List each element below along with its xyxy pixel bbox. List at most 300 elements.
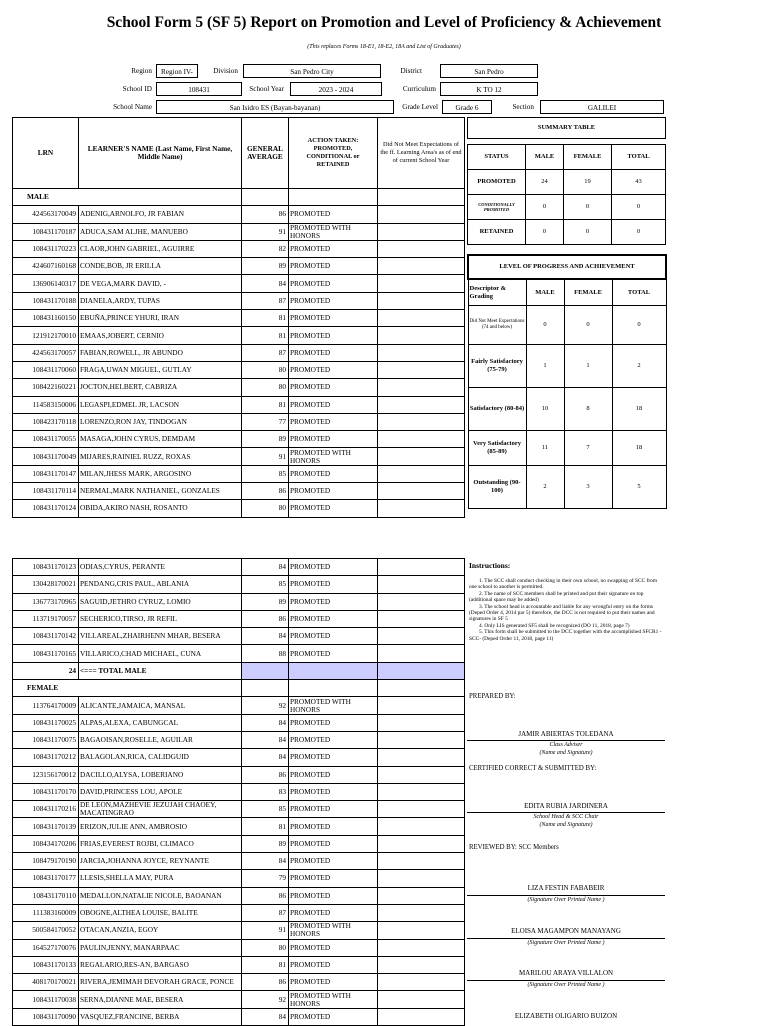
division-label: Division <box>213 67 238 75</box>
learners-table-top <box>12 117 465 518</box>
learner-row <box>13 379 465 396</box>
learner-row <box>13 645 465 662</box>
total-male-label: <=== TOTAL MALE <box>79 662 242 679</box>
learner-row <box>13 974 465 991</box>
learner-action: PROMOTED WITH HONORS <box>289 448 378 465</box>
learner-dnme <box>378 344 465 361</box>
learner-dnme <box>378 559 465 576</box>
learner-row <box>13 206 465 223</box>
learner-average: 84 <box>242 275 289 292</box>
learner-action: PROMOTED <box>289 974 378 991</box>
learner-name: ALICANTE,JAMAICA, MANSAL <box>79 697 242 714</box>
male-rows-bottom <box>13 559 465 663</box>
summary-status: CONDITIONALLY PROMOTED <box>468 195 526 220</box>
learner-average: 82 <box>242 240 289 257</box>
learner-action: PROMOTED <box>289 818 378 835</box>
summary-table <box>467 117 666 245</box>
learner-dnme <box>378 413 465 430</box>
learner-action: PROMOTED <box>289 870 378 887</box>
learner-action: PROMOTED <box>289 731 378 748</box>
learner-action: PROMOTED <box>289 500 378 517</box>
learner-average: 89 <box>242 593 289 610</box>
learner-action: PROMOTED <box>289 956 378 973</box>
learner-lrn: 108431170188 <box>13 292 79 309</box>
learner-row <box>13 258 465 275</box>
learner-row <box>13 559 465 576</box>
learner-lrn: 113719170057 <box>13 610 79 627</box>
learner-dnme <box>378 922 465 939</box>
learner-lrn: 108431170216 <box>13 801 79 818</box>
school-head-signature-line <box>467 812 665 813</box>
learner-dnme <box>378 327 465 344</box>
learner-dnme <box>378 801 465 818</box>
learner-action: PROMOTED <box>289 766 378 783</box>
progress-female: 1 <box>564 345 612 388</box>
learner-average: 86 <box>242 974 289 991</box>
learner-average: 81 <box>242 310 289 327</box>
learner-row <box>13 292 465 309</box>
progress-total: 18 <box>612 388 666 431</box>
learner-row <box>13 801 465 818</box>
learner-row <box>13 223 465 240</box>
learner-row <box>13 766 465 783</box>
learner-action: PROMOTED <box>289 628 378 645</box>
learner-lrn: 111383160009 <box>13 904 79 921</box>
learner-lrn: 123156170012 <box>13 766 79 783</box>
learner-name: VILLAREAL,ZHAIRHENN MHAR, BESERA <box>79 628 242 645</box>
grade-level-value: Grade 6 <box>442 100 492 114</box>
adviser-name: JAMIR ABIERTAS TOLEDANA <box>518 730 614 738</box>
learner-lrn: 108434170206 <box>13 835 79 852</box>
learner-name: PENDANG,CRIS PAUL, ABLANIA <box>79 576 242 593</box>
learner-average: 84 <box>242 559 289 576</box>
learner-row <box>13 628 465 645</box>
learner-dnme <box>378 448 465 465</box>
learner-lrn: 136906140317 <box>13 275 79 292</box>
learner-lrn: 108422160221 <box>13 379 79 396</box>
learner-lrn: 136773170965 <box>13 593 79 610</box>
learner-average: 84 <box>242 853 289 870</box>
learner-average: 89 <box>242 431 289 448</box>
learner-lrn: 108431170139 <box>13 818 79 835</box>
learner-action: PROMOTED <box>289 610 378 627</box>
learner-name: OBIDA,AKIRO NASH, ROSANTO <box>79 500 242 517</box>
learner-row <box>13 1008 465 1025</box>
learner-name: MILAN,JHESS MARK, ARGOSINO <box>79 465 242 482</box>
learner-name: FRIAS,EVEREST ROJBI, CLIMACO <box>79 835 242 852</box>
learner-action: PROMOTED WITH HONORS <box>289 991 378 1008</box>
progress-desc: Very Satisfactory (85-89) <box>468 431 526 466</box>
learner-dnme <box>378 223 465 240</box>
learner-average: 89 <box>242 258 289 275</box>
learner-name: BAGAOISAN,ROSELLE, AGUILAR <box>79 731 242 748</box>
learner-name: MIJARES,RAINIEL RUZZ, ROXAS <box>79 448 242 465</box>
progress-total: 0 <box>612 306 666 345</box>
learner-row <box>13 413 465 430</box>
learner-action: PROMOTED WITH HONORS <box>289 697 378 714</box>
progress-male: 1 <box>526 345 564 388</box>
learner-row <box>13 991 465 1008</box>
learner-action: PROMOTED <box>289 749 378 766</box>
region-value: Region IV- <box>156 64 198 78</box>
learner-name: DAVID,PRINCESS LOU, APOLE <box>79 783 242 800</box>
summary-col-total: TOTAL <box>612 145 666 170</box>
learner-lrn: 108423170118 <box>13 413 79 430</box>
summary-male: 0 <box>526 220 564 245</box>
scc-member-name: LIZA FESTIN FABABEIR <box>527 884 605 892</box>
learner-dnme <box>378 593 465 610</box>
learner-lrn: 108431170170 <box>13 783 79 800</box>
header-name: LEARNER'S NAME (Last Name, First Name, Middle Name) <box>79 118 242 189</box>
district-value: San Pedro <box>440 64 538 78</box>
learner-action: PROMOTED <box>289 361 378 378</box>
division-value: San Pedro City <box>243 64 381 78</box>
learner-lrn: 108431170212 <box>13 749 79 766</box>
instructions-title: Instructions: <box>469 561 511 570</box>
scc-member-name: ELOISA MAGAMPON MANAYANG <box>511 927 621 935</box>
learner-average: 81 <box>242 818 289 835</box>
summary-status: PROMOTED <box>468 170 526 195</box>
learner-average: 88 <box>242 645 289 662</box>
learner-row <box>13 500 465 517</box>
learner-dnme <box>378 240 465 257</box>
progress-col-desc: Descriptor & Grading <box>468 279 526 306</box>
learner-dnme <box>378 749 465 766</box>
learner-average: 91 <box>242 223 289 240</box>
instruction-item: 2. The name of SCC members shall be printed and put their signature on top (additional space may be added) <box>469 590 644 604</box>
learner-action: PROMOTED <box>289 1008 378 1025</box>
progress-desc: Outstanding (90-100) <box>468 466 526 509</box>
progress-desc: Fairly Satisfactory (75-79) <box>468 345 526 388</box>
school-id-value: 108431 <box>156 82 242 96</box>
progress-female: 3 <box>564 466 612 509</box>
learner-dnme <box>378 465 465 482</box>
school-name-label: School Name <box>113 103 152 111</box>
learner-lrn: 130428170021 <box>13 576 79 593</box>
school-id-label: School ID <box>122 85 152 93</box>
progress-total: 18 <box>612 431 666 466</box>
learner-name: ERIZON,JULIE ANN, AMBROSIO <box>79 818 242 835</box>
learner-dnme <box>378 206 465 223</box>
learner-average: 91 <box>242 922 289 939</box>
learner-name: CLAOR,JOHN GABRIEL, AGUIRRE <box>79 240 242 257</box>
form-subtitle: (This replaces Forms 18-E1, 18-E2, 18A and List of Graduates) <box>307 44 461 50</box>
learner-dnme <box>378 991 465 1008</box>
learner-action: PROMOTED <box>289 344 378 361</box>
progress-desc: Did Not Meet Expectations (74 and below) <box>468 306 526 345</box>
learner-dnme <box>378 853 465 870</box>
school-head-name: EDITA RUBIA JARDINERA <box>524 802 608 810</box>
learner-action: PROMOTED <box>289 465 378 482</box>
learner-average: 86 <box>242 887 289 904</box>
learner-action: PROMOTED <box>289 240 378 257</box>
summary-total: 43 <box>612 170 666 195</box>
learner-row <box>13 870 465 887</box>
learner-dnme <box>378 628 465 645</box>
scc-member-caption: (Signature Over Printed Name ) <box>527 982 605 988</box>
learner-lrn: 108431170142 <box>13 628 79 645</box>
reviewed-label: REVIEWED BY: SCC Members <box>469 844 559 851</box>
learner-action: PROMOTED <box>289 887 378 904</box>
progress-total: 2 <box>612 345 666 388</box>
learner-action: PROMOTED <box>289 292 378 309</box>
learner-action: PROMOTED WITH HONORS <box>289 223 378 240</box>
learner-row <box>13 361 465 378</box>
learner-dnme <box>378 396 465 413</box>
scc-member-signature-line <box>467 980 665 981</box>
learner-name: JARCIA,JOHANNA JOYCE, REYNANTE <box>79 853 242 870</box>
learner-average: 91 <box>242 448 289 465</box>
progress-desc: Satisfactory (80-84) <box>468 388 526 431</box>
learner-average: 80 <box>242 939 289 956</box>
progress-title: LEVEL OF PROGRESS AND ACHIEVEMENT <box>468 255 666 279</box>
learner-action: PROMOTED <box>289 645 378 662</box>
learner-row <box>13 610 465 627</box>
learner-lrn: 108431170090 <box>13 1008 79 1025</box>
school-head-role: School Head & SCC Chair <box>533 814 599 820</box>
summary-col-status: STATUS <box>468 145 526 170</box>
summary-col-male: MALE <box>526 145 564 170</box>
learner-row <box>13 783 465 800</box>
form-title: School Form 5 (SF 5) Report on Promotion and Level of Proficiency & Achievement <box>106 14 662 31</box>
learner-name: SERNA,DIANNE MAE, BESERA <box>79 991 242 1008</box>
learner-dnme <box>378 783 465 800</box>
progress-total: 5 <box>612 466 666 509</box>
male-rows-top <box>13 206 465 517</box>
school-name-value: San Isidro ES (Bayan-bayanan) <box>156 100 394 114</box>
female-section-label: FEMALE <box>13 680 242 697</box>
learner-average: 85 <box>242 801 289 818</box>
summary-male: 0 <box>526 195 564 220</box>
learner-average: 86 <box>242 766 289 783</box>
learner-action: PROMOTED <box>289 835 378 852</box>
learner-row <box>13 731 465 748</box>
learner-action: PROMOTED <box>289 327 378 344</box>
learner-average: 77 <box>242 413 289 430</box>
certified-label: CERTIFIED CORRECT & SUBMITTED BY: <box>469 765 597 772</box>
learner-row <box>13 576 465 593</box>
progress-col-male: MALE <box>526 279 564 306</box>
learner-name: VASQUEZ,FRANCINE, BERBA <box>79 1008 242 1025</box>
learner-row <box>13 835 465 852</box>
learner-average: 92 <box>242 697 289 714</box>
learner-dnme <box>378 887 465 904</box>
learner-action: PROMOTED <box>289 310 378 327</box>
learner-action: PROMOTED <box>289 783 378 800</box>
learner-lrn: 424563170049 <box>13 206 79 223</box>
learner-dnme <box>378 431 465 448</box>
learner-lrn: 113764170009 <box>13 697 79 714</box>
section-label: Section <box>512 103 534 111</box>
school-head-caption: (Name and Signature) <box>539 822 593 828</box>
instruction-item: 5. This form shall be submitted to the DCC together with the accomplished SFCR1 - SCC- (Deped Order 11, 2018, page 11) <box>469 629 662 642</box>
learner-average: 80 <box>242 500 289 517</box>
learner-lrn: 108431170025 <box>13 714 79 731</box>
learner-name: SAGUID,JETHRO CYRUZ, LOMIO <box>79 593 242 610</box>
learner-row <box>13 904 465 921</box>
learner-row <box>13 697 465 714</box>
region-label: Region <box>131 67 152 75</box>
learner-name: LORENZO,RON JAY, TINDOGAN <box>79 413 242 430</box>
learner-lrn: 114583150006 <box>13 396 79 413</box>
learner-dnme <box>378 1008 465 1025</box>
learner-action: PROMOTED <box>289 396 378 413</box>
learner-row <box>13 956 465 973</box>
learner-action: PROMOTED <box>289 206 378 223</box>
learner-lrn: 108431170049 <box>13 448 79 465</box>
learner-dnme <box>378 645 465 662</box>
learner-average: 84 <box>242 731 289 748</box>
learner-row <box>13 818 465 835</box>
learner-action: PROMOTED <box>289 904 378 921</box>
learner-average: 87 <box>242 344 289 361</box>
learner-row <box>13 887 465 904</box>
learner-name: RIVERA,JEMIMAH DEVORAH GRACE, PONCE <box>79 974 242 991</box>
progress-col-total: TOTAL <box>612 279 666 306</box>
learner-name: DIANELA,ARDY, TUPAS <box>79 292 242 309</box>
learner-lrn: 408170170021 <box>13 974 79 991</box>
instruction-item: 4. Only LIS generated SF5 shall be recognized (DO 11, 2018, page 7) <box>479 622 630 629</box>
learner-name: DE VEGA,MARK DAVID, - <box>79 275 242 292</box>
scc-member-signature-line <box>467 938 665 939</box>
learner-row <box>13 922 465 939</box>
learner-row <box>13 939 465 956</box>
learner-row <box>13 714 465 731</box>
adviser-signature-line <box>467 740 665 741</box>
learner-name: VILLARICO,CHAD MICHAEL, CUNA <box>79 645 242 662</box>
learner-dnme <box>378 870 465 887</box>
learner-dnme <box>378 310 465 327</box>
header-lrn: LRN <box>13 118 79 189</box>
learner-dnme <box>378 904 465 921</box>
learner-action: PROMOTED <box>289 258 378 275</box>
learner-average: 80 <box>242 361 289 378</box>
summary-total: 0 <box>612 195 666 220</box>
learner-name: CONDE,BOB, JR ERILLA <box>79 258 242 275</box>
learner-action: PROMOTED <box>289 559 378 576</box>
instruction-item: 1. The SCC shall conduct checking in their own school, no swapping of SCC from one school to another is permitted. <box>469 578 658 591</box>
learner-name: LLESIS,SHELLA MAY, PURA <box>79 870 242 887</box>
learner-name: JOCTON,HELBERT, CABRIZA <box>79 379 242 396</box>
learner-row <box>13 310 465 327</box>
learner-row <box>13 749 465 766</box>
learner-dnme <box>378 939 465 956</box>
progress-male: 0 <box>526 306 564 345</box>
summary-female: 0 <box>564 195 612 220</box>
learner-lrn: 164527170076 <box>13 939 79 956</box>
learner-dnme <box>378 697 465 714</box>
learner-action: PROMOTED <box>289 483 378 500</box>
header-action: ACTION TAKEN: PROMOTED, CONDITIONAL or RETAINED <box>289 118 378 189</box>
learner-lrn: 108431170055 <box>13 431 79 448</box>
summary-total: 0 <box>612 220 666 245</box>
scc-member-name: ELIZABETH OLIGARIO BUIZON <box>514 1012 618 1020</box>
learner-lrn: 424607160168 <box>13 258 79 275</box>
learner-average: 81 <box>242 396 289 413</box>
learner-action: PROMOTED <box>289 413 378 430</box>
learner-average: 83 <box>242 783 289 800</box>
instruction-item: 3. The school head is accountable and liable for any wrongful entry on the forms (Deped Order 4, 2014 par 5) therefore, the DCC is not required to put their names and signatures in SF 5 <box>469 603 655 623</box>
learner-name: ADENIG,ARNOLFO, JR FABIAN <box>79 206 242 223</box>
learner-average: 86 <box>242 483 289 500</box>
learner-average: 85 <box>242 576 289 593</box>
learner-lrn: 108479170190 <box>13 853 79 870</box>
learner-average: 86 <box>242 610 289 627</box>
scc-member-signature-line <box>467 895 665 896</box>
learner-action: PROMOTED <box>289 576 378 593</box>
learner-lrn: 108431170177 <box>13 870 79 887</box>
learner-dnme <box>378 292 465 309</box>
progress-male: 11 <box>526 431 564 466</box>
learner-row <box>13 240 465 257</box>
learner-average: 85 <box>242 465 289 482</box>
learner-row <box>13 465 465 482</box>
learner-action: PROMOTED <box>289 275 378 292</box>
learner-average: 84 <box>242 628 289 645</box>
adviser-role: Class Adviser <box>549 742 583 748</box>
learner-lrn: 500584170052 <box>13 922 79 939</box>
summary-status: RETAINED <box>468 220 526 245</box>
section-value: GALILEI <box>540 100 664 114</box>
summary-title: SUMMARY TABLE <box>468 118 666 139</box>
learner-average: 81 <box>242 327 289 344</box>
school-year-label: School Year <box>249 85 284 93</box>
learner-row <box>13 431 465 448</box>
learner-dnme <box>378 379 465 396</box>
learner-name: ADUCA,SAM ALJHE, MANUEBO <box>79 223 242 240</box>
learner-name: PAULIN,JENNY, MANARPAAC <box>79 939 242 956</box>
learner-name: NERMAL,MARK NATHANIEL, GONZALES <box>79 483 242 500</box>
learner-name: OBOGNE,ALTHEA LOUISE, BALITE <box>79 904 242 921</box>
learner-action: PROMOTED <box>289 801 378 818</box>
learner-average: 89 <box>242 835 289 852</box>
learner-dnme <box>378 610 465 627</box>
prepared-by-label: PREPARED BY: <box>469 693 516 700</box>
learner-name: EMAAS,JOBERT, CERNIO <box>79 327 242 344</box>
learner-lrn: 108431170075 <box>13 731 79 748</box>
learner-lrn: 108431170133 <box>13 956 79 973</box>
learner-lrn: 108431170165 <box>13 645 79 662</box>
learner-action: PROMOTED <box>289 593 378 610</box>
learner-name: BALAGOLAN,RICA, CALIDGUID <box>79 749 242 766</box>
learner-action: PROMOTED <box>289 379 378 396</box>
learner-average: 79 <box>242 870 289 887</box>
district-label: District <box>400 67 422 75</box>
progress-col-female: FEMALE <box>564 279 612 306</box>
learner-name: ALPAS,ALEXA, CABUNGCAL <box>79 714 242 731</box>
female-rows <box>13 697 465 1026</box>
summary-male: 24 <box>526 170 564 195</box>
learners-table-bottom <box>12 558 465 1026</box>
learner-dnme <box>378 818 465 835</box>
learner-lrn: 108431170114 <box>13 483 79 500</box>
progress-table <box>467 254 667 509</box>
learner-row <box>13 448 465 465</box>
learner-name: REGALARIO,RES-AN, BARGASO <box>79 956 242 973</box>
learner-name: MASAGA,JOHN CYRUS, DEMDAM <box>79 431 242 448</box>
learner-dnme <box>378 483 465 500</box>
learner-name: OTACAN,ANZIA, EGOY <box>79 922 242 939</box>
learner-average: 84 <box>242 714 289 731</box>
progress-male: 10 <box>526 388 564 431</box>
learner-action: PROMOTED WITH HONORS <box>289 922 378 939</box>
learner-name: EBUÑA,PRINCE YHURI, IRAN <box>79 310 242 327</box>
learner-lrn: 108431170038 <box>13 991 79 1008</box>
learner-action: PROMOTED <box>289 939 378 956</box>
learner-lrn: 121912170010 <box>13 327 79 344</box>
learner-name: SECHERICO,TIRSO, JR REFIL <box>79 610 242 627</box>
learner-average: 84 <box>242 749 289 766</box>
